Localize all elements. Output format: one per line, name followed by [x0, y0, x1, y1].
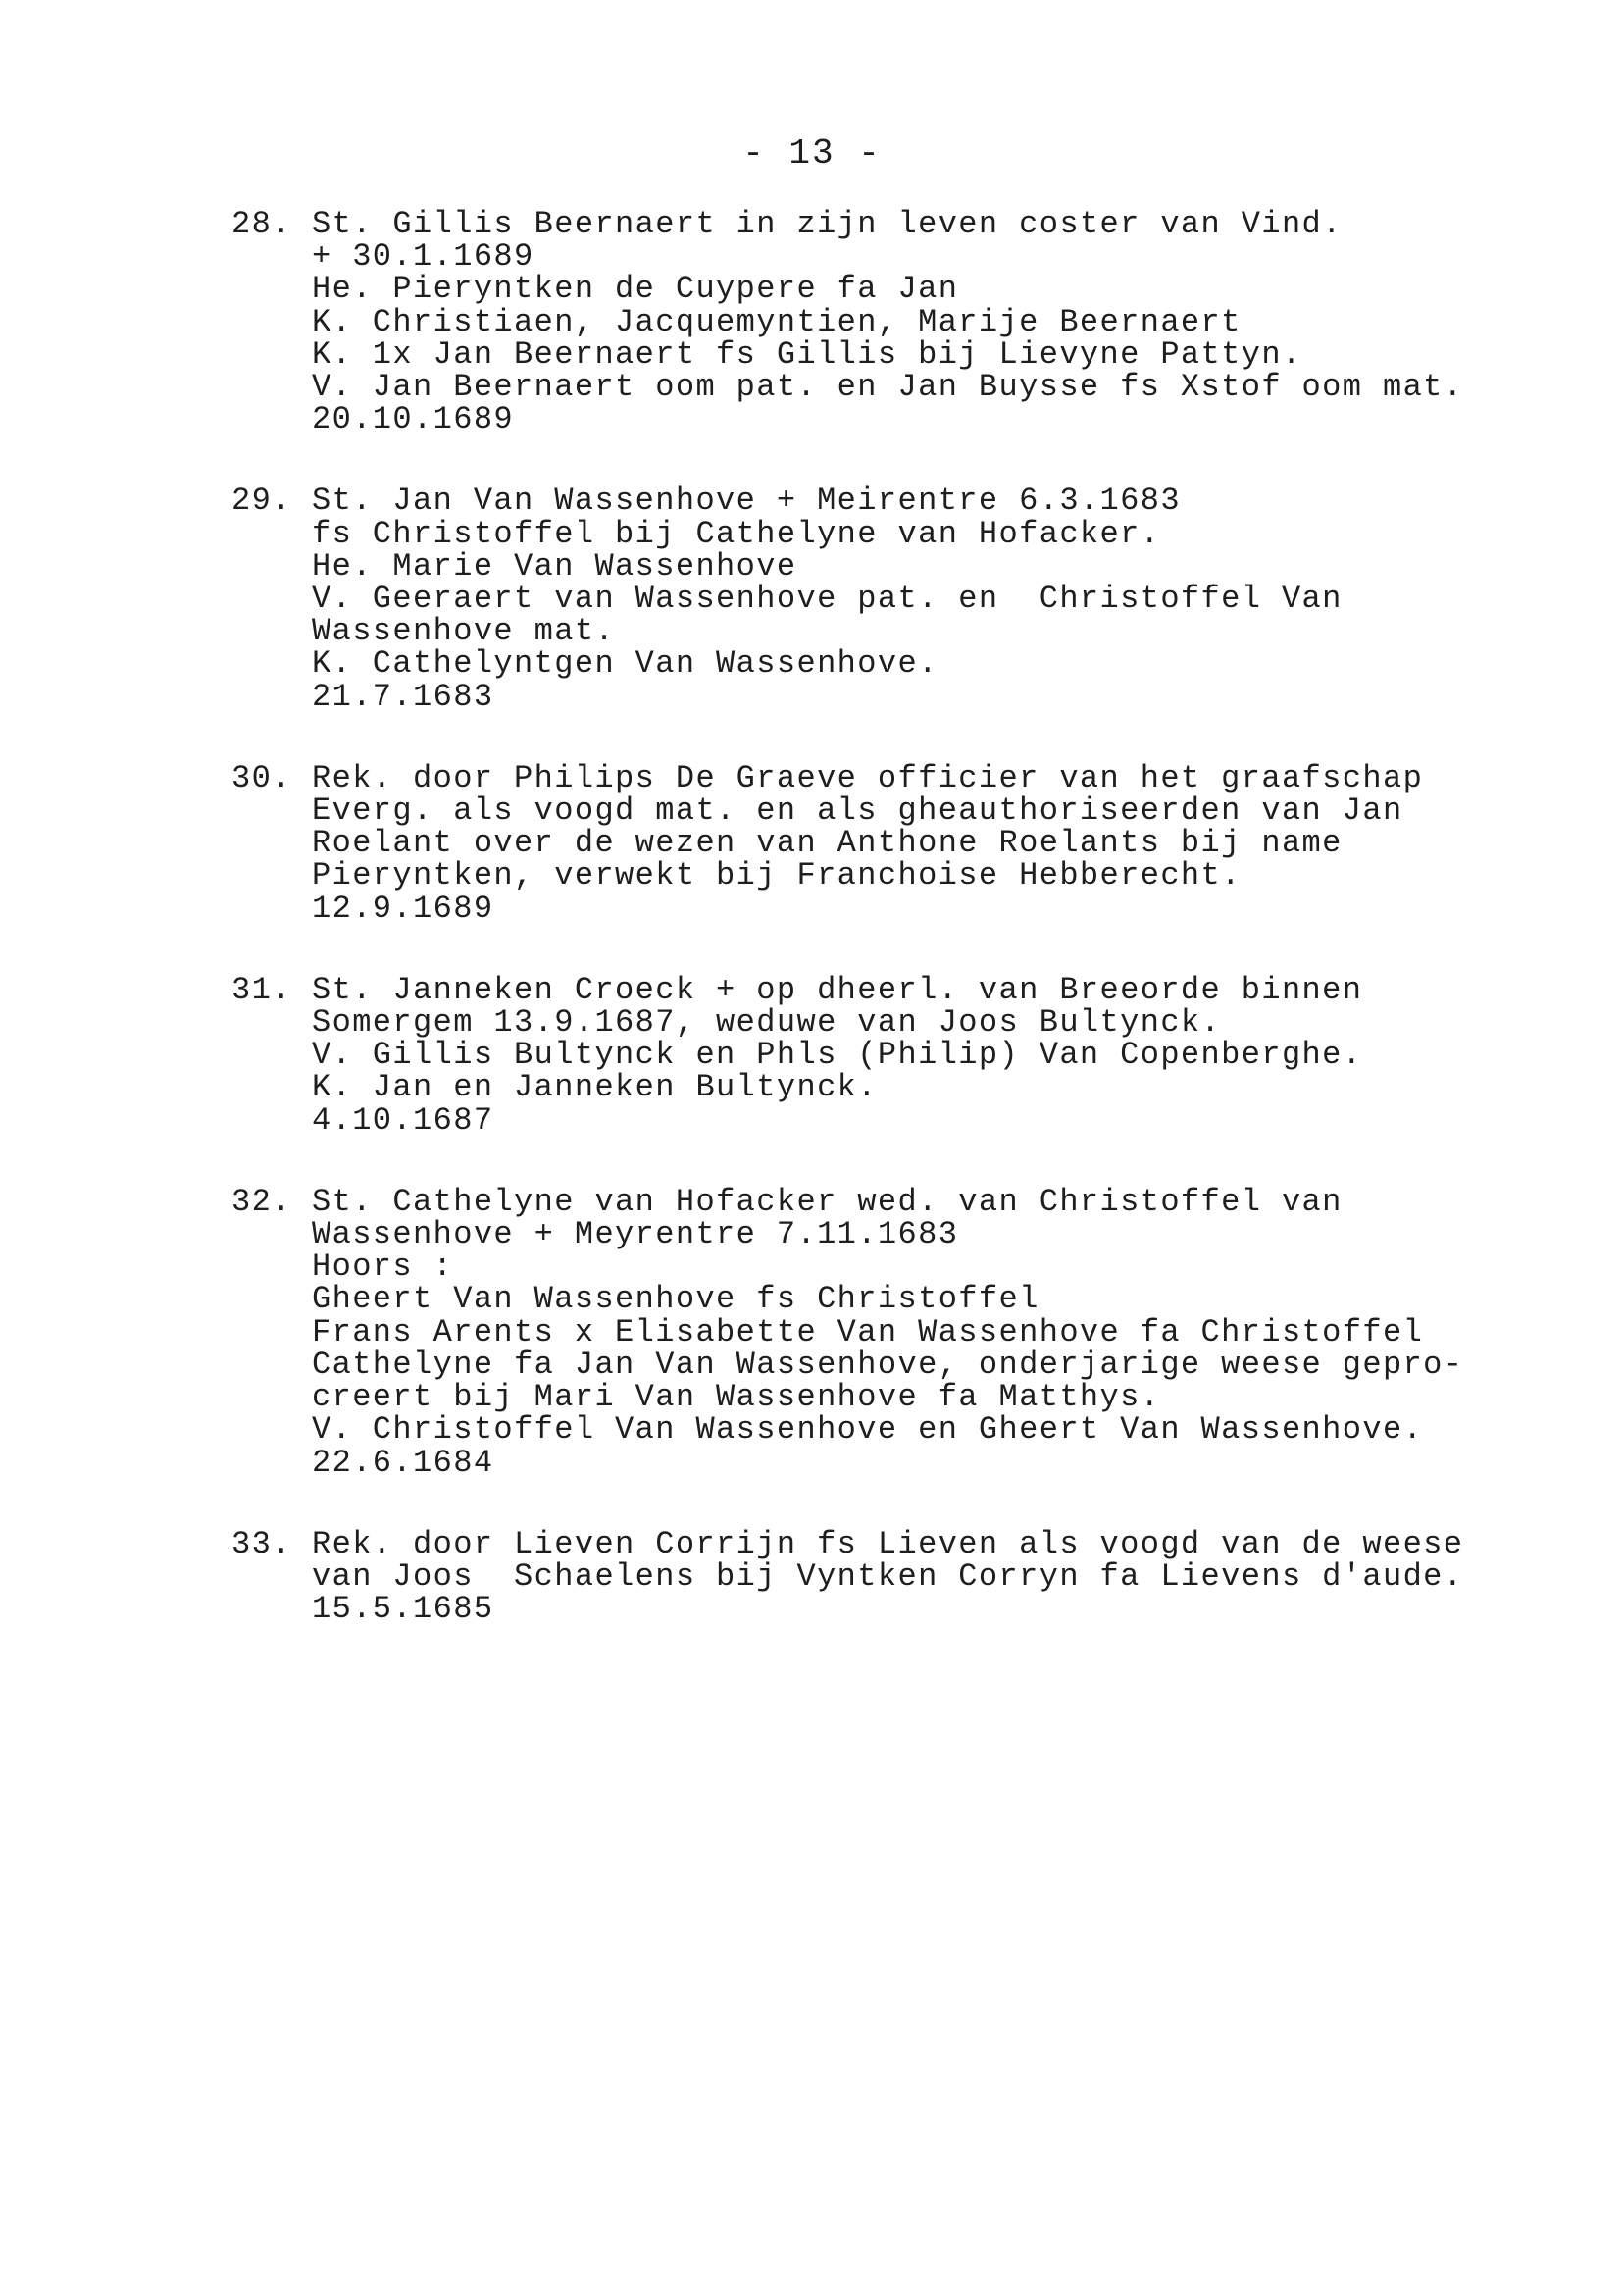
- entry-line: V. Christoffel Van Wassenhove en Gheert Van Wassenhove.: [312, 1411, 1424, 1449]
- entry-line: Rek. door Lieven Corrijn fs Lieven als voogd van de weese: [312, 1525, 1464, 1562]
- entry-line: 4.10.1687: [312, 1101, 494, 1139]
- entry-line: He. Pieryntken de Cuypere fa Jan: [312, 271, 959, 308]
- entry-line: St. Janneken Croeck + op dheerl. van Breeorde binnen: [312, 971, 1363, 1008]
- entry-line: Hoors :: [312, 1248, 454, 1286]
- entry-text: [312, 971, 1430, 1139]
- entry-29: [0, 483, 1624, 715]
- entry-list: [0, 208, 1624, 1674]
- entry-line: fs Christoffel bij Cathelyne van Hofacker.: [312, 515, 1161, 552]
- entry-line: Frans Arents x Elisabette Van Wassenhove fa Christoffel: [312, 1313, 1424, 1350]
- entry-line: van Joos Schaelens bij Vyntken Corryn fa Lievens d'aude.: [312, 1557, 1464, 1595]
- page-number: - 13 -: [742, 133, 882, 174]
- entry-line: 21.7.1683: [312, 678, 494, 715]
- entry-line: St. Cathelyne van Hofacker wed. van Christoffel van: [312, 1183, 1343, 1220]
- entry-line: V. Jan Beernaert oom pat. en Jan Buysse fs Xstof oom mat.: [312, 369, 1464, 406]
- entry-line: V. Gillis Bultynck en Phls (Philip) Van Copenberghe.: [312, 1037, 1363, 1074]
- entry-line: K. Christiaen, Jacquemyntien, Marije Beernaert: [312, 303, 1242, 340]
- entry-line: St. Jan Van Wassenhove + Meirentre 6.3.1683: [312, 483, 1181, 520]
- entry-line: 15.5.1685: [312, 1591, 494, 1628]
- entry-33: [0, 1525, 1624, 1628]
- entry-line: Gheert Van Wassenhove fs Christoffel: [312, 1281, 1040, 1318]
- entry-line: V. Geeraert van Wassenhove pat. en Christoffel Van: [312, 581, 1343, 618]
- entry-line: K. Jan en Janneken Bultynck.: [312, 1069, 878, 1106]
- entry-line: Rek. door Philips De Graeve officier van het graafschap: [312, 759, 1424, 796]
- entry-line: Somergem 13.9.1687, weduwe van Joos Bultynck.: [312, 1004, 1222, 1042]
- entry-line: + 30.1.1689: [312, 238, 534, 276]
- entry-number: 31.: [231, 971, 292, 1008]
- entry-line: Everg. als voogd mat. en als gheauthoriseerden van Jan: [312, 792, 1403, 830]
- entry-line: 22.6.1684: [312, 1444, 494, 1481]
- entry-line: He. Marie Van Wassenhove: [312, 547, 797, 585]
- entry-line: Wassenhove + Meyrentre 7.11.1683: [312, 1216, 959, 1253]
- entry-number: 32.: [231, 1183, 292, 1220]
- entry-number: 29.: [231, 483, 292, 520]
- entry-line: Cathelyne fa Jan Van Wassenhove, onderjarige weese gepro-: [312, 1346, 1464, 1383]
- entry-30: [0, 759, 1624, 927]
- entry-text: [312, 1183, 1464, 1481]
- entry-line: Pieryntken, verwekt bij Franchoise Hebberecht.: [312, 857, 1242, 894]
- entry-32: [0, 1183, 1624, 1481]
- entry-line: 20.10.1689: [312, 401, 515, 438]
- entry-text: [312, 483, 1430, 715]
- entry-line: creert bij Mari Van Wassenhove fa Matthys.: [312, 1379, 1161, 1416]
- entry-line: Roelant over de wezen van Anthone Roelants bij name: [312, 825, 1343, 862]
- entry-number: 30.: [231, 759, 292, 796]
- entry-line: K. 1x Jan Beernaert fs Gillis bij Lievyne Pattyn.: [312, 335, 1302, 373]
- entry-number: 28.: [231, 206, 292, 242]
- entry-line: St. Gillis Beernaert in zijn leven coster van Vind.: [312, 206, 1343, 242]
- entry-line: K. Cathelyntgen Van Wassenhove.: [312, 645, 939, 683]
- entry-31: [0, 971, 1624, 1139]
- entry-line: Wassenhove mat.: [312, 613, 616, 650]
- entry-text: [312, 206, 1464, 438]
- entry-text: [312, 1525, 1464, 1628]
- entry-number: 33.: [231, 1525, 292, 1562]
- entry-28: [0, 206, 1624, 438]
- entry-text: [312, 759, 1430, 927]
- entry-line: 12.9.1689: [312, 890, 494, 927]
